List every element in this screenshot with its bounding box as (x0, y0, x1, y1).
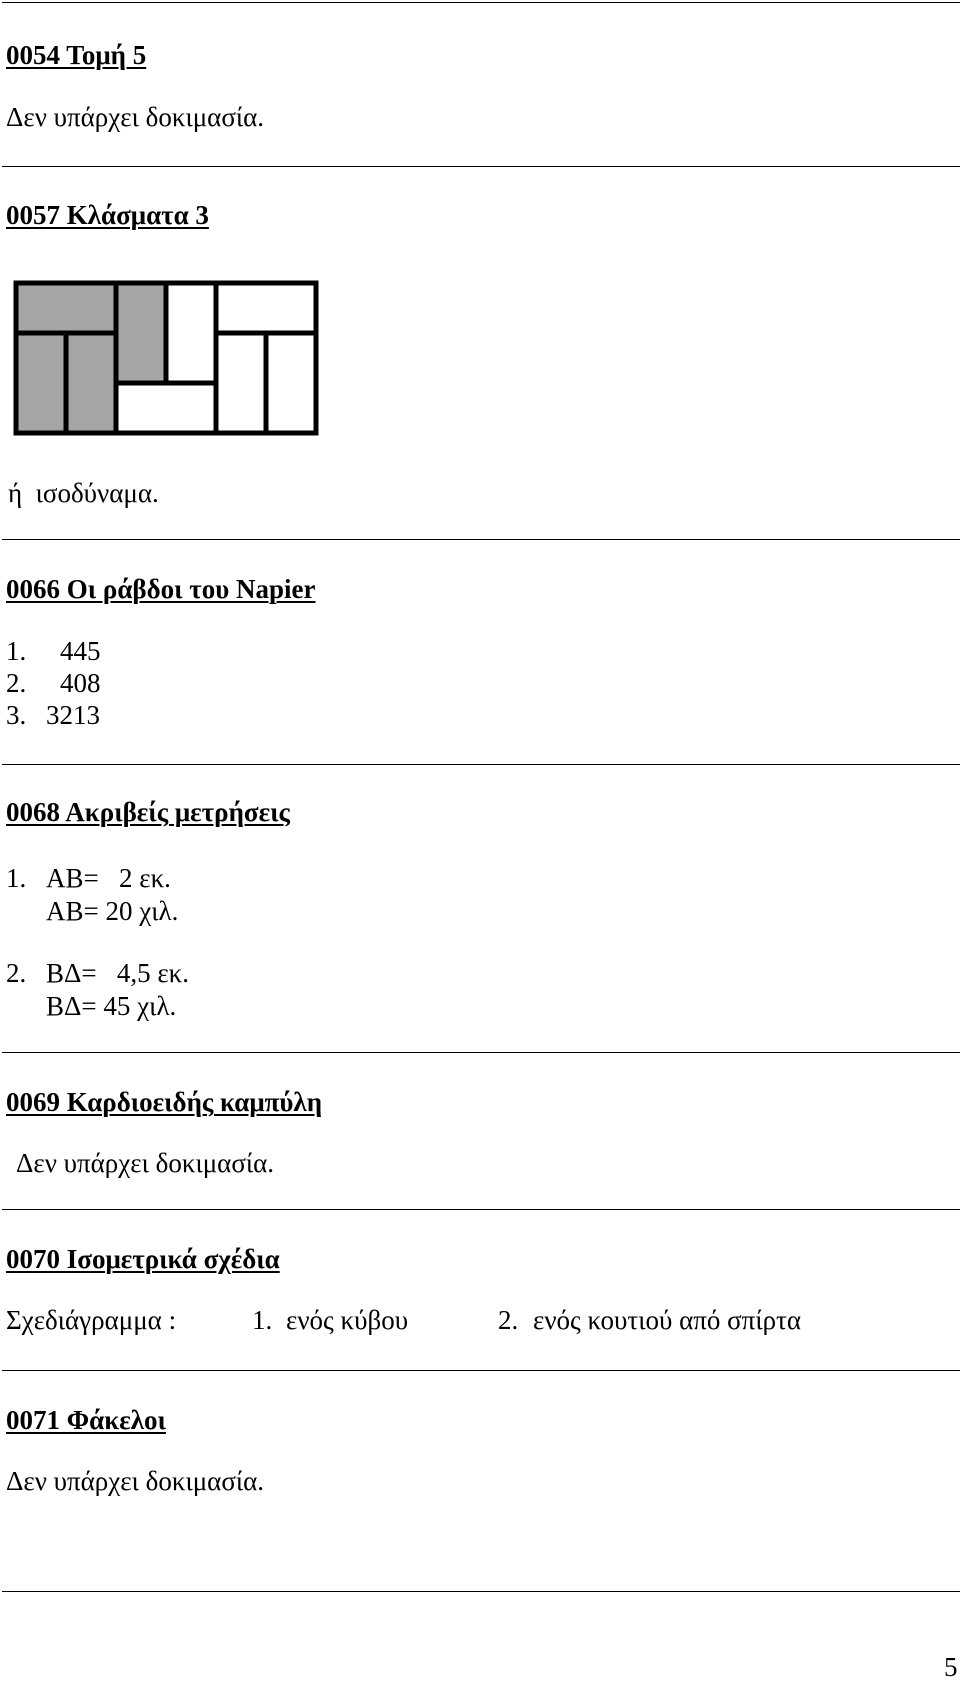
section-heading: 0066 Οι ράβδοι του Napier (6, 574, 316, 604)
section-heading: 0071 Φάκελοι (6, 1405, 166, 1435)
section-rule (2, 539, 960, 540)
item-number: 2. (6, 668, 27, 698)
shaded-piece (16, 283, 116, 333)
item-number: 1. (252, 1305, 273, 1335)
section-body: Δεν υπάρχει δοκιμασία. (6, 1466, 265, 1496)
unshaded-piece (216, 283, 316, 333)
page-number: 5 (944, 1652, 958, 1682)
section-heading: 0070 Ισομετρικά σχέδια (6, 1244, 280, 1274)
unshaded-piece (266, 333, 316, 433)
item-line: ΒΔ= 4,5 εκ. (46, 958, 190, 988)
fraction-rectangle-figure (13, 280, 331, 440)
item-text: ενός κουτιού από σπίρτα (533, 1305, 802, 1335)
section-body: Δεν υπάρχει δοκιμασία. (6, 102, 265, 132)
list-lead: Σχεδιάγραμμα : (6, 1305, 177, 1335)
section-rule (2, 1052, 960, 1053)
section-heading: 0057 Κλάσματα 3 (6, 200, 209, 230)
item-text: 408 (60, 668, 101, 698)
item-number: 2. (6, 958, 27, 988)
section-heading: 0054 Τομή 5 (6, 40, 147, 70)
item-number: 1. (6, 863, 27, 893)
section-rule (2, 764, 960, 765)
item-text: 445 (60, 636, 101, 666)
section-rule (2, 1370, 960, 1371)
item-text: 3213 (46, 700, 100, 730)
shaded-piece (16, 333, 66, 433)
section-rule (2, 166, 960, 167)
section-heading: 0068 Ακριβείς μετρήσεις (6, 797, 290, 827)
item-number: 2. (498, 1305, 519, 1335)
section-rule (2, 1209, 960, 1210)
shaded-piece (116, 283, 166, 383)
section-heading: 0069 Καρδιοειδής καμπύλη (6, 1087, 323, 1117)
item-line: ΑΒ= 2 εκ. (46, 863, 171, 893)
item-line: ΒΔ= 45 χιλ. (46, 991, 177, 1021)
unshaded-piece (116, 383, 216, 433)
unshaded-piece (166, 283, 216, 383)
figure-caption: ή ισοδύναμα. (8, 478, 159, 508)
footer-rule (2, 1591, 960, 1592)
top-rule (2, 2, 960, 3)
item-text: ενός κύβου (286, 1305, 409, 1335)
item-number: 1. (6, 636, 27, 666)
shaded-piece (66, 333, 116, 433)
unshaded-piece (216, 333, 266, 433)
section-body: Δεν υπάρχει δοκιμασία. (16, 1148, 275, 1178)
item-line: ΑΒ= 20 χιλ. (46, 896, 179, 926)
item-number: 3. (6, 700, 27, 730)
